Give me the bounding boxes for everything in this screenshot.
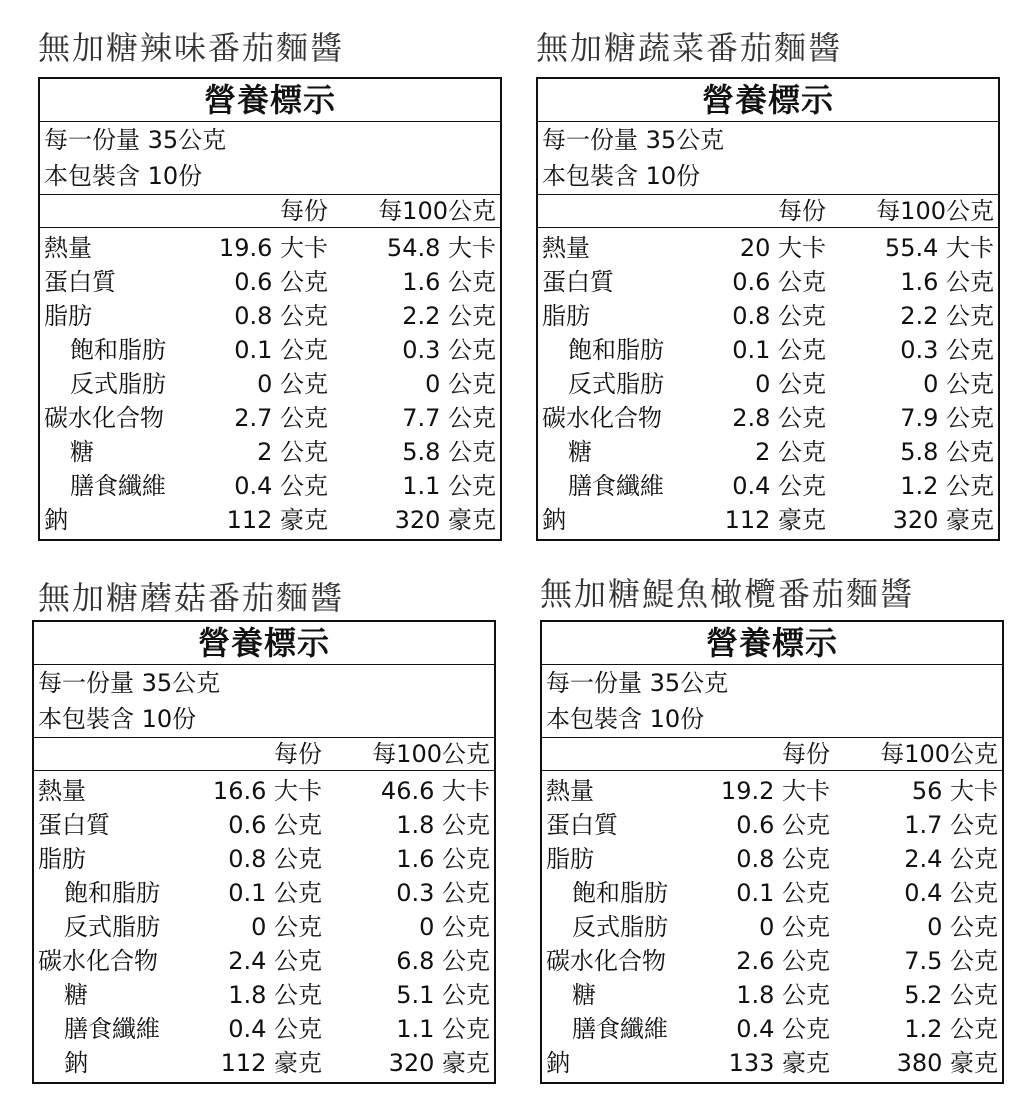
column-header: [40, 195, 500, 228]
nutrient-row: [542, 842, 1002, 876]
nutrient-rows: [34, 771, 494, 1080]
value-per-100g: 320 豪克: [388, 1049, 490, 1077]
column-header: [542, 738, 1002, 771]
nutrient-label: 蛋白質: [546, 811, 618, 839]
value-per-100g: 55.4 大卡: [884, 234, 994, 262]
nutrient-row: [34, 978, 494, 1012]
nutrient-label: 飽和脂肪: [572, 879, 668, 907]
value-per-100g: 0 公克: [419, 913, 490, 941]
nutrition-header: 營養標示: [538, 79, 998, 122]
nutrient-row: [34, 774, 494, 808]
product-title: 無加糖鯷魚橄欖番茄麵醬: [540, 575, 915, 613]
value-per-serving: 112 豪克: [226, 506, 328, 534]
nutrient-row: [542, 910, 1002, 944]
value-per-serving: 0.6 公克: [228, 811, 322, 839]
value-per-100g: 6.8 公克: [396, 947, 490, 975]
col-per-100g: 每100公克: [378, 197, 496, 225]
nutrient-label: 飽和脂肪: [568, 336, 664, 364]
value-per-serving: 2 公克: [755, 438, 826, 466]
value-per-serving: 0.8 公克: [736, 845, 830, 873]
nutrition-header: 營養標示: [34, 622, 494, 665]
nutrient-row: [34, 1012, 494, 1046]
value-per-100g: 54.8 大卡: [386, 234, 496, 262]
nutrient-row: [538, 333, 998, 367]
value-per-serving: 0.4 公克: [228, 1015, 322, 1043]
label-panel-mushroom: [38, 578, 344, 618]
value-per-100g: 1.7 公克: [904, 811, 998, 839]
nutrient-row: [40, 503, 500, 537]
value-per-100g: 0.3 公克: [900, 336, 994, 364]
nutrient-row: [542, 978, 1002, 1012]
package-servings: 本包裝含 10份: [38, 705, 197, 733]
value-per-serving: 2.4 公克: [228, 947, 322, 975]
value-per-serving: 0.8 公克: [234, 302, 328, 330]
nutrient-row: [34, 876, 494, 910]
nutrient-label: 膳食纖維: [568, 472, 664, 500]
nutrient-row: [538, 435, 998, 469]
nutrient-row: [40, 367, 500, 401]
nutrient-label: 熱量: [38, 777, 86, 805]
nutrient-label: 糖: [70, 438, 94, 466]
nutrient-rows: [538, 228, 998, 537]
value-per-serving: 16.6 大卡: [212, 777, 322, 805]
label-panel-spicy: [38, 28, 344, 68]
value-per-serving: 1.8 公克: [228, 981, 322, 1009]
value-per-serving: 2 公克: [257, 438, 328, 466]
nutrient-row: [538, 231, 998, 265]
value-per-serving: 0.6 公克: [736, 811, 830, 839]
value-per-100g: 0 公克: [923, 370, 994, 398]
nutrient-row: [40, 299, 500, 333]
nutrient-label: 蛋白質: [542, 268, 614, 296]
value-per-100g: 1.6 公克: [402, 268, 496, 296]
col-per-serving: 每份: [782, 740, 830, 768]
col-per-100g: 每100公克: [880, 740, 998, 768]
value-per-100g: 5.2 公克: [904, 981, 998, 1009]
value-per-serving: 0.4 公克: [736, 1015, 830, 1043]
product-title: 無加糖蘑菇番茄麵醬: [38, 579, 345, 617]
nutrient-row: [542, 808, 1002, 842]
nutrient-row: [40, 435, 500, 469]
value-per-100g: 320 豪克: [892, 506, 994, 534]
nutrition-table: [540, 620, 1004, 1084]
nutrient-rows: [542, 771, 1002, 1080]
nutrient-label: 糖: [64, 981, 88, 1009]
value-per-serving: 0.8 公克: [732, 302, 826, 330]
column-header: [34, 738, 494, 771]
nutrient-label: 熱量: [546, 777, 594, 805]
nutrient-row: [34, 1046, 494, 1080]
nutrient-row: [538, 367, 998, 401]
value-per-100g: 380 豪克: [896, 1049, 998, 1077]
column-header: [538, 195, 998, 228]
value-per-100g: 5.8 公克: [900, 438, 994, 466]
nutrient-label: 膳食纖維: [70, 472, 166, 500]
nutrient-row: [538, 265, 998, 299]
nutrient-rows: [40, 228, 500, 537]
nutrient-row: [40, 231, 500, 265]
nutrition-table: [38, 77, 502, 541]
nutrient-row: [34, 842, 494, 876]
nutrient-label: 糖: [568, 438, 592, 466]
nutrient-label: 碳水化合物: [44, 404, 164, 432]
value-per-100g: 7.7 公克: [402, 404, 496, 432]
nutrient-label: 鈉: [64, 1049, 88, 1077]
value-per-100g: 46.6 大卡: [380, 777, 490, 805]
value-per-100g: 56 大卡: [911, 777, 998, 805]
serving-size: 每一份量 35公克: [546, 669, 729, 697]
nutrient-row: [542, 1012, 1002, 1046]
value-per-100g: 7.5 公克: [904, 947, 998, 975]
value-per-serving: 19.2 大卡: [720, 777, 830, 805]
value-per-100g: 2.4 公克: [904, 845, 998, 873]
nutrient-label: 飽和脂肪: [70, 336, 166, 364]
nutrient-label: 反式脂肪: [64, 913, 160, 941]
serving-info: [40, 122, 500, 195]
nutrient-row: [34, 944, 494, 978]
value-per-100g: 1.2 公克: [900, 472, 994, 500]
product-title: 無加糖辣味番茄麵醬: [38, 29, 345, 67]
value-per-serving: 19.6 大卡: [218, 234, 328, 262]
nutrient-row: [538, 503, 998, 537]
value-per-serving: 0.4 公克: [234, 472, 328, 500]
value-per-100g: 5.8 公克: [402, 438, 496, 466]
nutrient-row: [538, 469, 998, 503]
nutrition-header: 營養標示: [40, 79, 500, 122]
value-per-serving: 0.6 公克: [234, 268, 328, 296]
nutrient-label: 蛋白質: [44, 268, 116, 296]
nutrient-row: [538, 401, 998, 435]
value-per-100g: 1.6 公克: [900, 268, 994, 296]
nutrient-label: 脂肪: [542, 302, 590, 330]
serving-info: [34, 665, 494, 738]
value-per-serving: 0.1 公克: [234, 336, 328, 364]
serving-size: 每一份量 35公克: [44, 126, 227, 154]
col-per-serving: 每份: [280, 197, 328, 225]
value-per-100g: 1.1 公克: [396, 1015, 490, 1043]
package-servings: 本包裝含 10份: [44, 162, 203, 190]
nutrient-row: [542, 944, 1002, 978]
value-per-100g: 0 公克: [927, 913, 998, 941]
value-per-100g: 320 豪克: [394, 506, 496, 534]
nutrition-table: [32, 620, 496, 1084]
value-per-serving: 2.6 公克: [736, 947, 830, 975]
value-per-100g: 0.3 公克: [396, 879, 490, 907]
nutrient-label: 熱量: [44, 234, 92, 262]
value-per-100g: 5.1 公克: [396, 981, 490, 1009]
value-per-100g: 7.9 公克: [900, 404, 994, 432]
value-per-serving: 0 公克: [251, 913, 322, 941]
nutrient-label: 鈉: [546, 1049, 570, 1077]
nutrient-label: 鈉: [542, 506, 566, 534]
nutrient-label: 反式脂肪: [572, 913, 668, 941]
value-per-serving: 2.8 公克: [732, 404, 826, 432]
nutrient-row: [40, 333, 500, 367]
col-per-serving: 每份: [778, 197, 826, 225]
label-panel-vegetable: [536, 28, 842, 68]
value-per-100g: 1.8 公克: [396, 811, 490, 839]
nutrient-label: 飽和脂肪: [64, 879, 160, 907]
nutrient-label: 脂肪: [38, 845, 86, 873]
nutrient-label: 反式脂肪: [70, 370, 166, 398]
col-per-100g: 每100公克: [876, 197, 994, 225]
nutrient-row: [542, 876, 1002, 910]
nutrient-label: 碳水化合物: [542, 404, 662, 432]
col-per-100g: 每100公克: [372, 740, 490, 768]
package-servings: 本包裝含 10份: [546, 705, 705, 733]
value-per-serving: 0.8 公克: [228, 845, 322, 873]
value-per-100g: 1.1 公克: [402, 472, 496, 500]
value-per-serving: 0 公克: [759, 913, 830, 941]
value-per-serving: 0.1 公克: [736, 879, 830, 907]
value-per-serving: 112 豪克: [724, 506, 826, 534]
col-per-serving: 每份: [274, 740, 322, 768]
value-per-100g: 2.2 公克: [900, 302, 994, 330]
label-panel-anchovy-olive: [540, 574, 914, 614]
nutrient-label: 脂肪: [44, 302, 92, 330]
nutrient-row: [542, 1046, 1002, 1080]
nutrition-table: [536, 77, 1000, 541]
value-per-serving: 0.4 公克: [732, 472, 826, 500]
value-per-100g: 1.2 公克: [904, 1015, 998, 1043]
nutrient-label: 熱量: [542, 234, 590, 262]
value-per-serving: 1.8 公克: [736, 981, 830, 1009]
value-per-100g: 0.3 公克: [402, 336, 496, 364]
nutrient-label: 膳食纖維: [572, 1015, 668, 1043]
serving-size: 每一份量 35公克: [38, 669, 221, 697]
nutrient-row: [34, 910, 494, 944]
nutrient-row: [542, 774, 1002, 808]
nutrient-row: [40, 265, 500, 299]
value-per-serving: 0 公克: [257, 370, 328, 398]
nutrient-row: [40, 469, 500, 503]
nutrition-header: 營養標示: [542, 622, 1002, 665]
value-per-serving: 2.7 公克: [234, 404, 328, 432]
value-per-100g: 1.6 公克: [396, 845, 490, 873]
serving-info: [538, 122, 998, 195]
nutrient-label: 膳食纖維: [64, 1015, 160, 1043]
serving-size: 每一份量 35公克: [542, 126, 725, 154]
nutrient-label: 反式脂肪: [568, 370, 664, 398]
nutrient-row: [40, 401, 500, 435]
nutrient-label: 糖: [572, 981, 596, 1009]
value-per-serving: 20 大卡: [739, 234, 826, 262]
product-title: 無加糖蔬菜番茄麵醬: [536, 29, 843, 67]
nutrient-label: 蛋白質: [38, 811, 110, 839]
nutrient-label: 碳水化合物: [546, 947, 666, 975]
package-servings: 本包裝含 10份: [542, 162, 701, 190]
value-per-serving: 0 公克: [755, 370, 826, 398]
value-per-serving: 112 豪克: [220, 1049, 322, 1077]
value-per-serving: 0.1 公克: [228, 879, 322, 907]
nutrient-label: 脂肪: [546, 845, 594, 873]
nutrient-label: 鈉: [44, 506, 68, 534]
nutrient-label: 碳水化合物: [38, 947, 158, 975]
nutrient-row: [538, 299, 998, 333]
value-per-serving: 0.6 公克: [732, 268, 826, 296]
value-per-100g: 2.2 公克: [402, 302, 496, 330]
value-per-100g: 0.4 公克: [904, 879, 998, 907]
nutrient-row: [34, 808, 494, 842]
value-per-100g: 0 公克: [425, 370, 496, 398]
value-per-serving: 133 豪克: [728, 1049, 830, 1077]
value-per-serving: 0.1 公克: [732, 336, 826, 364]
serving-info: [542, 665, 1002, 738]
